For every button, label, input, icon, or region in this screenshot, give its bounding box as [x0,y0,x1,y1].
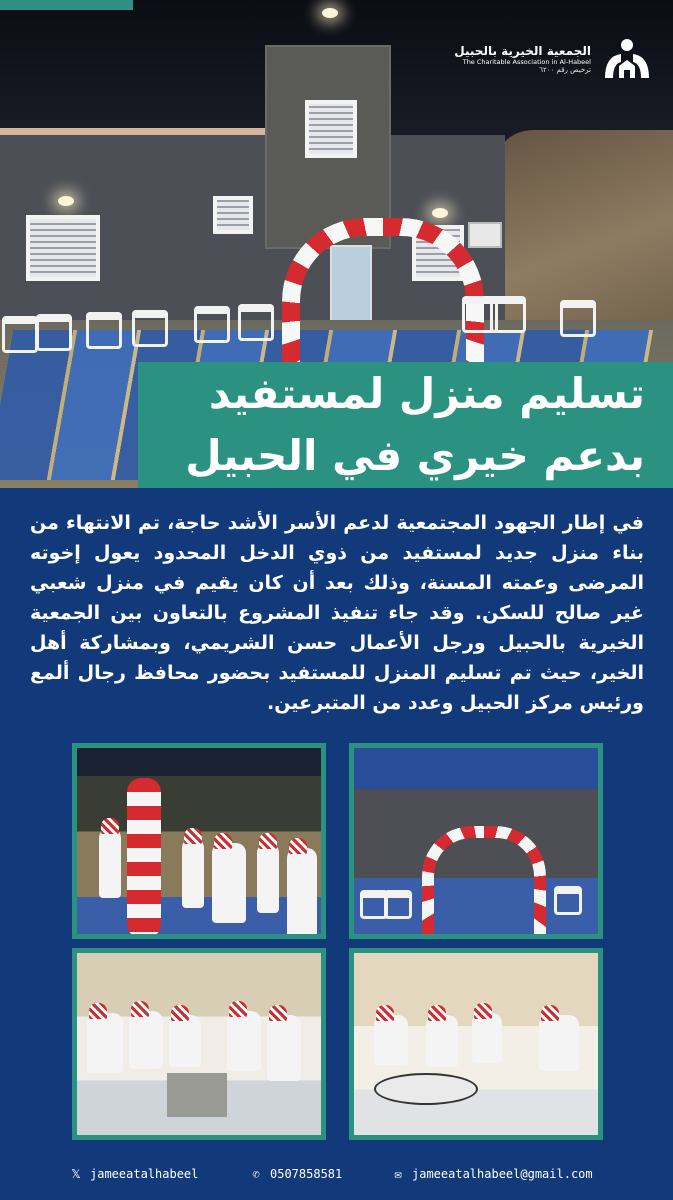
chair [490,296,526,333]
wall-lamp [432,208,448,218]
phone-number: 0507858581 [270,1167,343,1181]
person [87,1013,123,1073]
org-name-en: The Charitable Association in Al-Habeel [462,58,591,66]
chair [86,312,122,349]
window [305,100,357,158]
person [267,1015,301,1081]
person [182,838,204,908]
window [213,196,253,234]
wall-lamp [322,8,338,18]
chair [132,310,168,347]
chair [2,316,38,353]
person [227,1011,261,1071]
mail-icon: ✉ [394,1167,402,1181]
twitter-link[interactable] [68,1166,198,1182]
person [374,1015,408,1065]
org-name-ar: الجمعية الخيرية بالحبيل [454,44,591,58]
photo-majlis-reception [349,948,603,1140]
balloon-arch [422,826,546,938]
headline-line-2: بدعم خيري في الحبيل [138,424,673,488]
chair [560,300,596,337]
whatsapp-icon: ✆ [252,1167,260,1181]
photo-guests-arch [72,743,326,939]
contact-footer [0,1158,673,1190]
person [257,843,279,913]
person [539,1015,579,1071]
person [472,1013,502,1063]
top-accent-bar [0,0,133,10]
person [287,848,317,938]
wall-lamp [58,196,74,206]
air-conditioner [468,222,502,248]
email-link[interactable] [390,1166,593,1182]
article-body: في إطار الجهود المجتمعية لدعم الأسر الأشد حاجة، تم الانتهاء من بناء منزل جديد لمستفيد من ذوي الدخل المحدود يعول إخوته المرضى وعمته المسنة، وذلك بعد أن كان يقيم في منزل شعبي غير صالح للسكن. وقد جاء تنفيذ المشروع بالتعاون بين الجمعية الخيرية بالحبيل ورجل الأعمال حسن الشريمي، وبمشاركة أهل الخير، حيث تم تسليم المنزل للمستفيد بحضور محافظ رجال ألمع ورئيس مركز الحبيل وعدد من المتبرعين. [30,512,644,714]
chair [554,886,582,915]
balloon-column [127,778,161,938]
person [169,1015,201,1067]
chair [36,314,72,351]
photo-majlis-gathering [72,948,326,1140]
headline-line-1: تسليم منزل لمستفيد [138,362,673,426]
phone-link[interactable] [248,1166,342,1182]
chair [384,890,412,919]
twitter-handle: jameeatalhabeel [90,1167,199,1181]
license-number: ترخيص رقم ٦٢٠٠ [539,66,591,74]
logo-icon [601,38,653,80]
org-logo [454,38,653,80]
person [99,828,121,898]
window [26,215,100,281]
person [212,843,246,923]
x-icon: 𝕏 [71,1167,81,1181]
photo-house-front [349,743,603,939]
person [426,1015,458,1067]
person [129,1011,163,1069]
coffee-table [167,1073,227,1117]
rock-cliff [493,130,673,320]
chair [238,304,274,341]
chair [194,306,230,343]
coffee-table [374,1073,478,1105]
email-address: jameeatalhabeel@gmail.com [412,1167,593,1181]
